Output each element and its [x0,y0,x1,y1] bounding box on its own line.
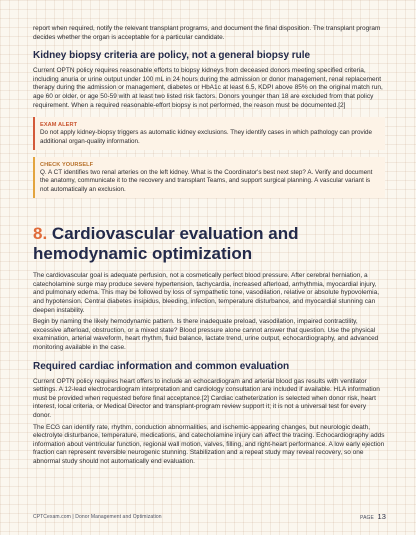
section-number: 8. [33,224,48,244]
section-heading [33,224,385,264]
page-number: 13 [377,512,386,521]
kidney-biopsy-paragraph: Current OPTN policy requires reasonable efforts to biopsy kidneys from deceased donors meeting specified criteria, including anuria or urine output under 100 mL in 24 hours during the admission or donor management, renal replacement therapy during the admission or management, diabetes or HbA1c at least 6.5, KDPI above 85% on the original match run, age 60 or older, or age 50-59 with at least two listed risk factors. Donors younger than 18 are excluded from that policy requirement. When a required reasonable-effort biopsy is not performed, the reason must be documented.[2] [33,67,383,109]
kidney-biopsy-heading: Kidney biopsy criteria are policy, not a general biopsy rule [33,50,311,62]
cardiac-paragraph-1: Current OPTN policy requires heart offers to include an echocardiogram and arterial blood gas results with ventilator settings. A 12-lead electrocardiogram interpretation and cardiology consultation are included if available. HLA information must be provided when requested before final acceptance.[2] Cardiac catheterization is selected when donor risk, heart interest, local criteria, or Medical Director and transplant-program review support it; it is not a universal test for every donor. [33,377,380,419]
intro-paragraph: report when required, notify the relevant transplant programs, and document the final disposition. The transplant program decides whether the organ is acceptable for a particular candidate. [33,25,381,41]
cardiac-info-heading: Required cardiac information and common evaluation [33,360,290,372]
page-footer [33,513,386,521]
check-yourself-label: CHECK YOURSELF [40,161,94,168]
check-yourself-text: Q. A CT identifies two renal arteries on the left kidney. What is the Coordinator's best next step? A. Verify and document the anatomy, communicate it to the recovery and transplant Teams, and support surgical planning. A vascular variant is not automatically an exclusion. [40,168,373,193]
footer-site: CPTCexam.com [33,514,71,520]
cardio-paragraph-2: Begin by naming the likely hemodynamic pattern. Is there inadequate preload, vasodilation, impaired contractility, excessive afterload, obstruction, or a mixed state? Blood pressure alone cannot answer that question. Use the physical examination, arterial waveform, heart rhythm, fluid balance, lactate trend, urine output, echocardiography, and advanced monitoring available in the case. [33,318,379,351]
footer-title: Donor Management and Optimization [75,514,162,520]
footer-separator: | [72,514,74,520]
cardio-paragraph-1: The cardiovascular goal is adequate perfusion, not a cosmetically perfect blood pressure. After cerebral herniation, a catecholamine surge may produce severe hypertension, tachycardia, increased afterload, arrhythmia, myocardial injury, and pulmonary edema. This may be followed by loss of sympathetic tone, vasodilation, relative or absolute hypovolemia, and hypotension. Central diabetes insipidus, bleeding, infection, temperature disturbance, and myocardial stunning can deepen instability. [33,272,380,314]
exam-alert-callout [33,117,385,150]
check-yourself-callout [33,157,385,198]
cardiac-paragraph-2: The ECG can identify rate, rhythm, conduction abnormalities, and ischemic-appearing changes, but neurologic death, electrolyte disturbance, temperature, medications, and catecholamine injury can affect the tracing. Echocardiography adds information about ventricular function, regional wall motion, valves, filling, and right-heart performance. A low early ejection fraction can represent reversible neurogenic stunning. Stabilization and a repeat study may reveal recovery, so one abnormal study should not automatically end evaluation. [33,423,385,465]
exam-alert-label: EXAM ALERT [40,122,78,129]
page-label: PAGE [360,515,374,521]
page-content [33,0,385,466]
footer-page [360,513,386,522]
exam-alert-text: Do not apply kidney-biopsy triggers as automatic kidney exclusions. They identify cases in which pathology can provide additional organ-quality information. [40,129,373,145]
section-title: Cardiovascular evaluation and hemodynamic optimization [33,224,299,264]
